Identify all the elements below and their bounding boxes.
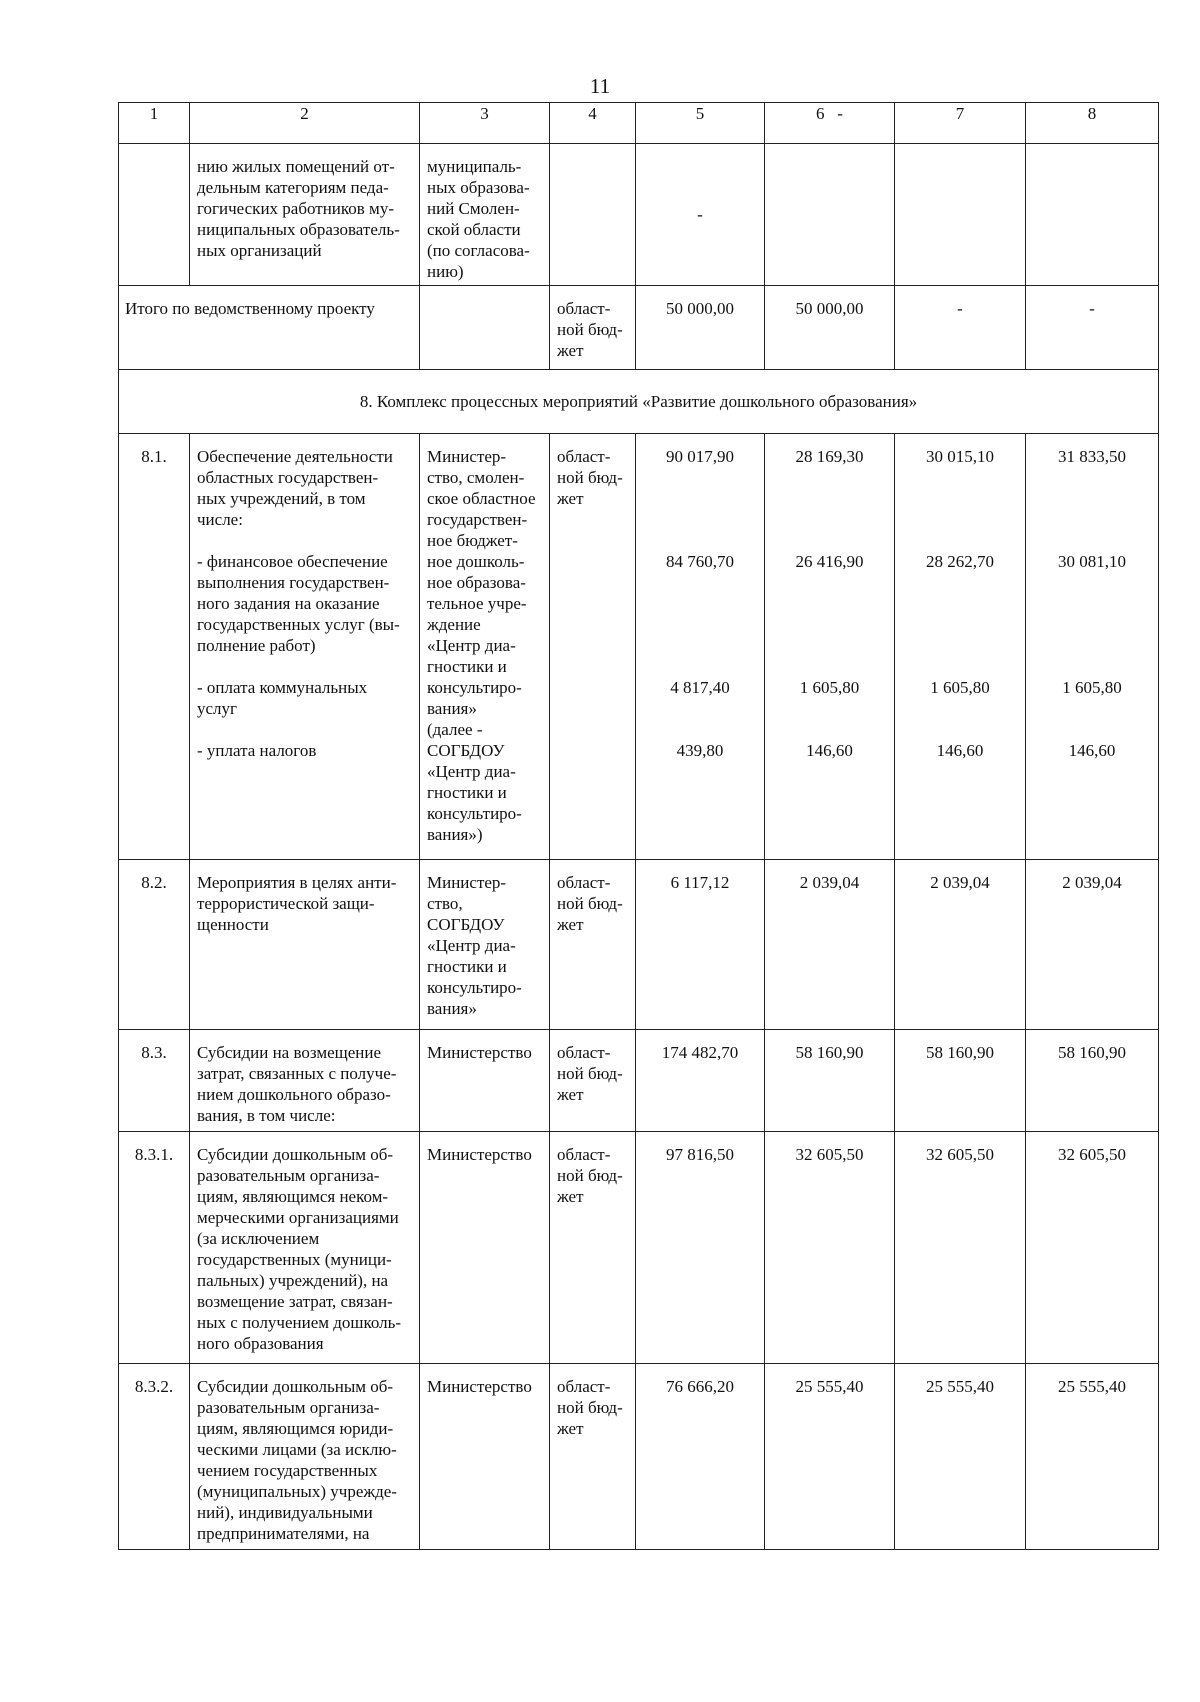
- text-line: област-: [557, 1043, 611, 1062]
- value-cell: [765, 434, 895, 860]
- text-line: мерческими организациями: [197, 1208, 399, 1227]
- header-stray-mark: -: [837, 104, 843, 123]
- text-line: государственных (муници-: [197, 1250, 392, 1269]
- executor-cell: Министерство: [420, 1132, 550, 1364]
- value-cell: 2 039,04: [895, 860, 1026, 1030]
- text-line: (далее -: [427, 720, 483, 739]
- source-cell: [550, 860, 636, 1030]
- text-line: вания»: [427, 999, 477, 1018]
- value-cell: 2 039,04: [765, 860, 895, 1030]
- text-line: ное образова-: [427, 573, 526, 592]
- value-cell: [636, 434, 765, 860]
- text-line: област-: [557, 873, 611, 892]
- text-line: област-: [557, 299, 611, 318]
- text-line: жет: [557, 489, 584, 508]
- text-line: област-: [557, 1377, 611, 1396]
- value-cell: [1026, 434, 1159, 860]
- text-line: Министер-: [427, 873, 507, 892]
- text-line: Обеспечение деятельности: [197, 447, 393, 466]
- value-total: 90 017,90: [666, 447, 734, 466]
- continuation-row: [119, 144, 1159, 286]
- value-cell: 25 555,40: [895, 1364, 1026, 1550]
- text-line: консультиро-: [427, 804, 522, 823]
- value-taxes: 146,60: [936, 741, 984, 760]
- value-cell: 97 816,50: [636, 1132, 765, 1364]
- text-line: (за исключением: [197, 1229, 320, 1248]
- value-financing: 84 760,70: [666, 552, 734, 571]
- text-line: ской области: [427, 220, 521, 239]
- header-cell: 1: [119, 103, 190, 144]
- text-line: ной бюд-: [557, 1166, 623, 1185]
- section-title: 8. Комплекс процессных мероприятий «Развитие дошкольного образования»: [119, 370, 1159, 434]
- text-line: ское областное: [427, 489, 536, 508]
- text-line: циям, являющимся неком-: [197, 1187, 389, 1206]
- text-line: чением государственных: [197, 1461, 378, 1480]
- value-cell: 25 555,40: [1026, 1364, 1159, 1550]
- text-line: ное дошколь-: [427, 552, 525, 571]
- text-line: ных образова-: [427, 178, 530, 197]
- executor-cell: [420, 434, 550, 860]
- value-financing: 26 416,90: [795, 552, 864, 571]
- text-line: Министер-: [427, 447, 507, 466]
- value-cell: 2 039,04: [1026, 860, 1159, 1030]
- value-cell: [1026, 144, 1159, 286]
- text-line: государствен-: [427, 510, 528, 529]
- text-line: област-: [557, 1145, 611, 1164]
- text-line: предпринимателями, на: [197, 1524, 370, 1543]
- value-utilities: 1 605,80: [930, 678, 990, 697]
- description-cell: [190, 1364, 420, 1550]
- text-line: област-: [557, 447, 611, 466]
- section-row: [119, 370, 1159, 434]
- text-line: «Центр диа-: [427, 762, 516, 781]
- text-line: дельным категориям педа-: [197, 178, 389, 197]
- description-cell: [190, 860, 420, 1030]
- text-line: жет: [557, 1187, 584, 1206]
- text-line: СОГБДОУ: [427, 741, 505, 760]
- text-line: услуг: [197, 699, 238, 718]
- text-line: террористической защи-: [197, 894, 375, 913]
- text-line: муниципаль-: [427, 157, 522, 176]
- text-line: государственных услуг (вы-: [197, 615, 400, 634]
- text-line: числе:: [197, 510, 243, 529]
- value-financing: 30 081,10: [1058, 552, 1126, 571]
- text-line: вания, в том числе:: [197, 1106, 336, 1125]
- text-line: ной бюд-: [557, 1398, 623, 1417]
- text-line: ство, смолен-: [427, 468, 525, 487]
- text-line: пальных) учреждений), на: [197, 1271, 389, 1290]
- value-taxes: 439,80: [676, 741, 724, 760]
- value-cell: 58 160,90: [1026, 1030, 1159, 1132]
- text-line: СОГБДОУ: [427, 915, 505, 934]
- header-cell: 3: [420, 103, 550, 144]
- header-cell: 8: [1026, 103, 1159, 144]
- text-line: жет: [557, 341, 584, 360]
- value-cell: 32 605,50: [765, 1132, 895, 1364]
- table-row: [119, 860, 1159, 1030]
- description-cell: [190, 1132, 420, 1364]
- value-cell: -: [895, 286, 1026, 370]
- value-taxes: 146,60: [1068, 741, 1116, 760]
- value-financing: 28 262,70: [926, 552, 994, 571]
- text-line: Субсидии дошкольным об-: [197, 1377, 394, 1396]
- text-line: ной бюд-: [557, 468, 623, 487]
- value-cell: 76 666,20: [636, 1364, 765, 1550]
- text-line: «Центр диа-: [427, 936, 516, 955]
- row-number-cell: [119, 144, 190, 286]
- text-line: возмещение затрат, связан-: [197, 1292, 393, 1311]
- value-cell: -: [636, 144, 765, 286]
- value-cell: 25 555,40: [765, 1364, 895, 1550]
- text-line: ний Смолен-: [427, 199, 520, 218]
- text-line: ной бюд-: [557, 894, 623, 913]
- value-cell: [895, 434, 1026, 860]
- text-line: разовательным организа-: [197, 1398, 380, 1417]
- source-cell: [550, 1364, 636, 1550]
- text-line: вания»: [427, 699, 477, 718]
- value-cell: 50 000,00: [765, 286, 895, 370]
- text-line: «Центр диа-: [427, 636, 516, 655]
- description-cell: [190, 434, 420, 860]
- source-cell: [550, 144, 636, 286]
- text-line: нию): [427, 262, 464, 281]
- value-total: 30 015,10: [926, 447, 994, 466]
- row-number: 8.3.: [119, 1030, 190, 1132]
- header-cell: 7: [895, 103, 1026, 144]
- value-utilities: 1 605,80: [1062, 678, 1122, 697]
- header-cell: [765, 103, 895, 144]
- text-line: затрат, связанных с получе-: [197, 1064, 397, 1083]
- text-line: ждение: [427, 615, 481, 634]
- text-line: консультиро-: [427, 678, 522, 697]
- text-line: гогических работников му-: [197, 199, 394, 218]
- executor-cell: [420, 144, 550, 286]
- source-cell: [550, 434, 636, 860]
- text-line: нием дошкольного образо-: [197, 1085, 391, 1104]
- text-line: гностики и: [427, 657, 507, 676]
- text-line: - финансовое обеспечение: [197, 552, 388, 571]
- value-cell: [895, 144, 1026, 286]
- text-line: (муниципальных) учрежде-: [197, 1482, 397, 1501]
- value-total: 28 169,30: [795, 447, 864, 466]
- text-line: полнение работ): [197, 636, 316, 655]
- header-cell: 2: [190, 103, 420, 144]
- description-cell: [190, 144, 420, 286]
- text-line: нию жилых помещений от-: [197, 157, 395, 176]
- text-line: тельное учре-: [427, 594, 527, 613]
- value-utilities: 1 605,80: [799, 678, 860, 697]
- value-cell: 32 605,50: [895, 1132, 1026, 1364]
- text-line: ний), индивидуальными: [197, 1503, 373, 1522]
- executor-cell: [420, 286, 550, 370]
- row-number: 8.1.: [119, 434, 190, 860]
- text-line: ной бюд-: [557, 1064, 623, 1083]
- text-line: гностики и: [427, 957, 507, 976]
- text-line: ных учреждений, в том: [197, 489, 366, 508]
- text-line: циям, являющимся юриди-: [197, 1419, 394, 1438]
- text-line: ных организаций: [197, 241, 322, 260]
- value-utilities: 4 817,40: [670, 678, 730, 697]
- source-cell: [550, 1030, 636, 1132]
- value-cell: [765, 144, 895, 286]
- table-row: [119, 1030, 1159, 1132]
- row-number: 8.3.2.: [119, 1364, 190, 1550]
- total-label: Итого по ведомственному проекту: [119, 286, 420, 370]
- table-row: [119, 1364, 1159, 1550]
- header-cell: 4: [550, 103, 636, 144]
- text-line: вания»): [427, 825, 483, 844]
- text-line: разовательным организа-: [197, 1166, 380, 1185]
- source-cell: [550, 1132, 636, 1364]
- text-line: - уплата налогов: [197, 741, 317, 760]
- text-line: гностики и: [427, 783, 507, 802]
- value-taxes: 146,60: [806, 741, 853, 760]
- text-line: Субсидии дошкольным об-: [197, 1145, 394, 1164]
- text-line: ниципальных образователь-: [197, 220, 400, 239]
- total-row: [119, 286, 1159, 370]
- row-number: 8.3.1.: [119, 1132, 190, 1364]
- header-cell: 5: [636, 103, 765, 144]
- executor-cell: Министерство: [420, 1030, 550, 1132]
- text-line: ной бюд-: [557, 320, 623, 339]
- text-line: Мероприятия в целях анти-: [197, 873, 397, 892]
- table-row: [119, 1132, 1159, 1364]
- table-row: [119, 434, 1159, 860]
- source-cell: [550, 286, 636, 370]
- value-cell: 32 605,50: [1026, 1132, 1159, 1364]
- value-cell: 58 160,90: [895, 1030, 1026, 1132]
- text-line: ного образования: [197, 1334, 324, 1353]
- text-line: жет: [557, 915, 584, 934]
- text-line: - оплата коммунальных: [197, 678, 368, 697]
- value-cell: 58 160,90: [765, 1030, 895, 1132]
- text-line: ного задания на оказание: [197, 594, 380, 613]
- text-line: жет: [557, 1419, 584, 1438]
- text-line: областных государствен-: [197, 468, 379, 487]
- text-line: Субсидии на возмещение: [197, 1043, 382, 1062]
- text-line: ческими лицами (за исклю-: [197, 1440, 397, 1459]
- text-line: жет: [557, 1085, 584, 1104]
- page-number: 11: [589, 74, 611, 98]
- executor-cell: Министерство: [420, 1364, 550, 1550]
- row-number: 8.2.: [119, 860, 190, 1030]
- value-cell: 50 000,00: [636, 286, 765, 370]
- text-line: ных с получением дошколь-: [197, 1313, 402, 1332]
- header-row: [119, 103, 1159, 144]
- text-line: (по согласова-: [427, 241, 530, 260]
- value-cell: -: [1026, 286, 1159, 370]
- value-cell: 6 117,12: [636, 860, 765, 1030]
- text-line: ство,: [427, 894, 463, 913]
- budget-table: [118, 102, 1159, 1550]
- executor-cell: [420, 860, 550, 1030]
- text-line: выполнения государствен-: [197, 573, 390, 592]
- text-line: щенности: [197, 915, 269, 934]
- text-line: консультиро-: [427, 978, 522, 997]
- value-total: 31 833,50: [1058, 447, 1126, 466]
- description-cell: [190, 1030, 420, 1132]
- text-line: ное бюджет-: [427, 531, 518, 550]
- header-cell-text: 6: [816, 104, 825, 123]
- value-cell: 174 482,70: [636, 1030, 765, 1132]
